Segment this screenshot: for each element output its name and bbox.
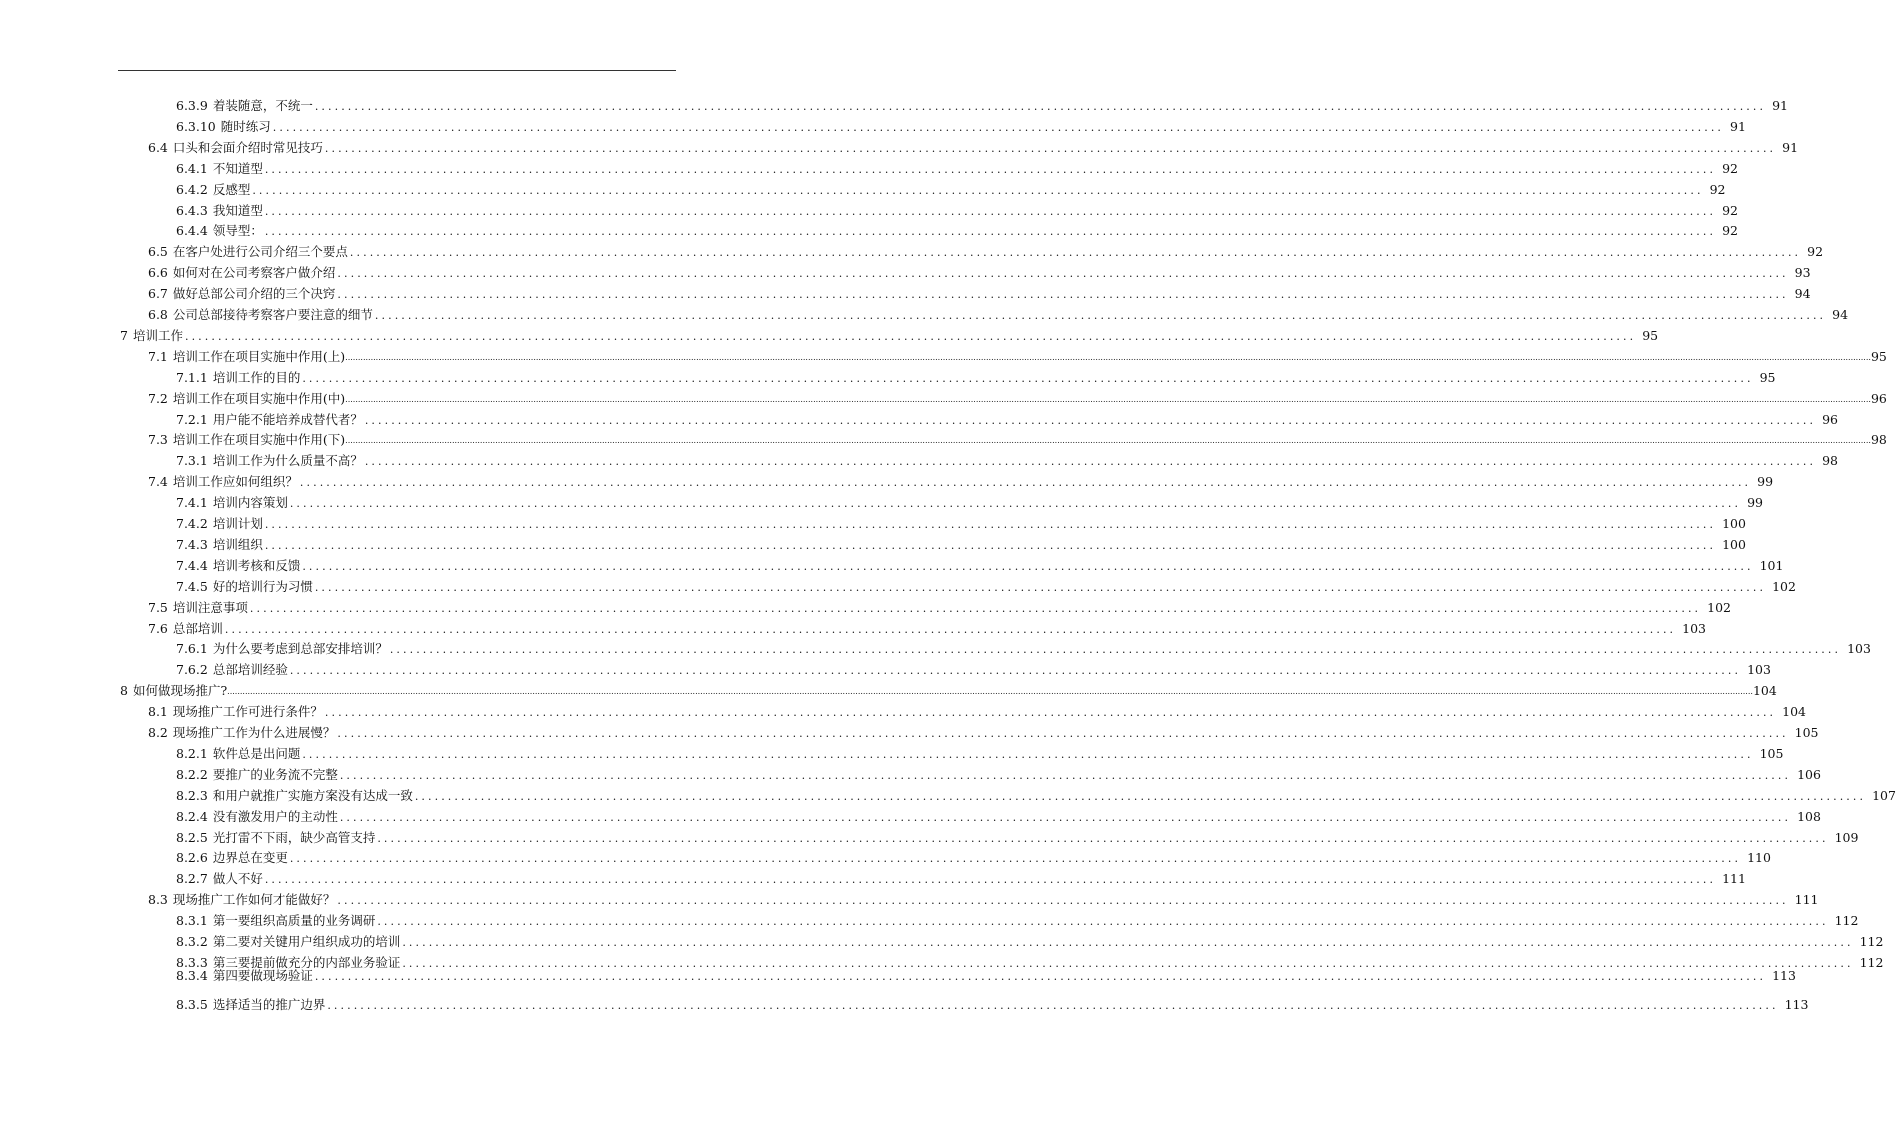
- toc-entry-title: 为什么要考虑到总部安排培训？: [212, 641, 388, 657]
- toc-page-number: 104: [1782, 704, 1807, 720]
- toc-entry-label: [176, 516, 263, 532]
- toc-leader-dots: ............................................................................................................................................................................................................................: [314, 969, 1767, 983]
- toc-entry-number: 8: [120, 683, 128, 699]
- toc-entry[interactable]: [148, 389, 1887, 407]
- toc-entry-title: 反感型: [212, 181, 251, 197]
- toc-leader-dots: ............................................................................................................................................................................................................................: [299, 476, 1752, 490]
- toc-page-number: 102: [1772, 578, 1796, 594]
- toc-entry[interactable]: [176, 995, 1809, 1013]
- toc-entry-title: 现场推广工作可进行条件？: [172, 704, 323, 720]
- toc-leader-dots: ............................................................................................................................................................................................................................: [264, 225, 1717, 239]
- toc-leader-dots: ............................................................................................................................................................................................................................: [289, 664, 1742, 678]
- toc-entry-title: 如何做现场推广?: [132, 683, 228, 699]
- toc-leader-dots: ............................................................................................................................................................................................................................: [339, 768, 1792, 782]
- toc-entry[interactable]: [176, 368, 1776, 386]
- toc-entry[interactable]: [176, 410, 1838, 428]
- toc-entry-number: 7: [120, 327, 128, 343]
- toc-entry-title: 选择适当的推广边界: [212, 996, 326, 1012]
- toc-leader-dots: ........................................................................................................................................................................................................................................................................................................................................................................................................................................................................................................................................................................................................................: [227, 687, 1753, 697]
- toc-entry-number: 8.2.4: [176, 808, 208, 824]
- toc-page-number: 110: [1747, 850, 1771, 866]
- toc-page-number: 94: [1794, 286, 1811, 302]
- toc-entry-title: 光打雷不下雨，缺少高管支持: [212, 829, 376, 845]
- toc-entry-title: 没有激发用户的主动性: [212, 808, 338, 824]
- toc-entry[interactable]: [176, 967, 1796, 984]
- toc-page-number: 104: [1752, 683, 1777, 699]
- toc-page-number: 91: [1782, 139, 1799, 155]
- toc-entry-label: [176, 558, 300, 574]
- toc-entry[interactable]: [176, 556, 1784, 574]
- toc-entry-title: 培训注意事项: [172, 599, 248, 615]
- toc-entry[interactable]: [176, 848, 1771, 866]
- toc-page-number: 107: [1872, 787, 1896, 803]
- toc-entry-number: 7.4.1: [176, 495, 208, 511]
- toc-entry-number: 8.3: [148, 892, 168, 908]
- toc-leader-dots: ............................................................................................................................................................................................................................: [402, 936, 1854, 949]
- toc-entry-label: [148, 307, 373, 323]
- toc-page-number: 98: [1870, 432, 1887, 448]
- toc-leader-dots: ............................................................................................................................................................................................................................: [224, 622, 1677, 636]
- toc-entry-number: 8.2.7: [176, 871, 208, 887]
- toc-leader-dots: ............................................................................................................................................................................................................................: [249, 601, 1702, 615]
- toc-page-number: 103: [1847, 641, 1871, 657]
- toc-entry[interactable]: [148, 347, 1887, 365]
- toc-page-number: 94: [1832, 307, 1849, 322]
- toc-leader-dots: ............................................................................................................................................................................................................................: [252, 183, 1704, 197]
- toc-entry[interactable]: [176, 221, 1738, 239]
- toc-leader-dots: ............................................................................................................................................................................................................................: [327, 998, 1779, 1012]
- toc-page-number: 113: [1772, 967, 1796, 983]
- toc-entry-title: 如何对在公司考察客户做介绍: [172, 265, 336, 281]
- toc-entry[interactable]: [148, 619, 1707, 637]
- toc-entry[interactable]: [148, 305, 1849, 323]
- toc-entry-number: 7.4.3: [176, 536, 208, 552]
- toc-leader-dots: ............................................................................................................................................................................................................................: [289, 497, 1742, 511]
- toc-entry-label: [120, 683, 227, 699]
- toc-entry-title: 做好总部公司介绍的三个决窍: [172, 286, 336, 302]
- toc-page-number: 95: [1870, 348, 1887, 364]
- toc-page-number: 111: [1722, 871, 1746, 887]
- toc-entry-label: [176, 182, 250, 198]
- toc-entry-label: [148, 265, 335, 281]
- toc-entry[interactable]: [176, 117, 1746, 135]
- toc-entry-label: [176, 809, 338, 825]
- toc-entry-label: [148, 140, 323, 156]
- toc-entry-title: 现场推广工作为什么进展慢？: [172, 725, 336, 740]
- toc-page-number: 92: [1709, 181, 1726, 197]
- toc-page-number: 102: [1707, 599, 1732, 615]
- toc-entry[interactable]: [148, 138, 1799, 156]
- toc-page-number: 95: [1642, 327, 1659, 343]
- toc-page-number: 98: [1822, 453, 1838, 469]
- toc-entry-title: 着装随意，不统一: [212, 98, 313, 113]
- toc-leader-dots: ............................................................................................................................................................................................................................: [324, 706, 1777, 720]
- toc-entry-label: [176, 223, 263, 239]
- toc-leader-dots: ............................................................................................................................................................................................................................: [272, 120, 1725, 134]
- toc-entry-label: [176, 537, 263, 553]
- toc-entry-title: 不知道型: [212, 160, 263, 176]
- toc-entry[interactable]: [176, 765, 1821, 783]
- toc-entry-title: 总部培训经验: [212, 662, 288, 678]
- toc-entry-number: 7.4.4: [176, 557, 208, 573]
- toc-entry-number: 6.5: [148, 244, 168, 260]
- toc-leader-dots: ............................................................................................................................................................................................................................: [414, 789, 1867, 803]
- toc-page-number: 92: [1807, 244, 1824, 260]
- toc-entry-number: 7.3: [148, 432, 168, 448]
- toc-page-number: 105: [1759, 745, 1784, 761]
- toc-entry-number: 8.2.3: [176, 787, 208, 803]
- toc-entry[interactable]: [120, 681, 1777, 699]
- toc-entry[interactable]: [176, 577, 1796, 595]
- toc-page-number: 99: [1747, 495, 1763, 511]
- toc-entry-title: 培训计划: [212, 516, 263, 531]
- toc-entry[interactable]: [176, 201, 1738, 219]
- toc-entry[interactable]: [176, 493, 1763, 511]
- toc-entry-number: 8.3.4: [176, 967, 208, 983]
- toc-entry[interactable]: [176, 660, 1771, 678]
- toc-entry[interactable]: [148, 472, 1774, 490]
- toc-entry[interactable]: [176, 535, 1746, 553]
- toc-leader-dots: ............................................................................................................................................................................................................................: [264, 204, 1717, 218]
- toc-entry-title: 和用户就推广实施方案没有达成一致: [212, 787, 413, 803]
- toc-leader-dots: ........................................................................................................................................................................................................................................................................................................................................................................................................................................................................................................................................................................................................................: [345, 436, 1871, 446]
- toc-entry-title: 培训组织: [212, 536, 263, 552]
- toc-leader-dots: ............................................................................................................................................................................................................................: [337, 894, 1789, 908]
- toc-page-number: 111: [1794, 892, 1819, 908]
- toc-entry-number: 8.2.6: [176, 850, 208, 866]
- toc-entry-title: 要推广的业务流不完整: [212, 766, 338, 782]
- toc-entry-title: 培训工作在项目实施中作用(上): [172, 348, 346, 364]
- toc-entry-number: 7.1.1: [176, 369, 208, 385]
- toc-entry[interactable]: [176, 159, 1738, 177]
- toc-entry[interactable]: [148, 430, 1887, 448]
- toc-entry-number: 6.4.4: [176, 223, 208, 239]
- toc-entry-title: 现场推广工作如何才能做好？: [172, 892, 336, 908]
- toc-entry-title: 第四要做现场验证: [212, 967, 313, 983]
- toc-entry[interactable]: [176, 96, 1788, 114]
- toc-entry-number: 6.7: [148, 286, 168, 302]
- toc-entry-title: 培训工作为什么质量不高？: [212, 453, 363, 469]
- toc-entry-title: 培训工作: [132, 327, 183, 343]
- toc-leader-dots: ............................................................................................................................................................................................................................: [184, 329, 1637, 343]
- toc-page-number: 103: [1747, 662, 1771, 678]
- toc-page-number: 101: [1759, 557, 1784, 573]
- toc-leader-dots: ........................................................................................................................................................................................................................................................................................................................................................................................................................................................................................................................................................................................................................: [345, 394, 1871, 404]
- toc-entry-number: 6.4.2: [176, 181, 208, 197]
- toc-entry[interactable]: [148, 284, 1811, 302]
- toc-entry-label: [176, 579, 313, 595]
- toc-leader-dots: ............................................................................................................................................................................................................................: [264, 162, 1717, 176]
- toc-entry-number: 7.2.1: [176, 411, 208, 427]
- toc-entry-label: [176, 453, 363, 469]
- toc-leader-dots: ............................................................................................................................................................................................................................: [314, 580, 1767, 594]
- toc-entry-label: [176, 830, 375, 846]
- toc-entry-label: [176, 850, 288, 866]
- toc-entry-title: 第一要组织高质量的业务调研: [212, 913, 376, 929]
- toc-entry-number: 6.3.9: [176, 98, 208, 113]
- toc-entry[interactable]: [120, 326, 1659, 344]
- toc-entry-number: 7.3.1: [176, 453, 208, 469]
- toc-entry-label: [148, 391, 345, 407]
- toc-leader-dots: ............................................................................................................................................................................................................................: [337, 727, 1789, 740]
- toc-entry-label: [176, 997, 325, 1013]
- toc-page-number: 100: [1722, 536, 1746, 552]
- toc-entry[interactable]: [176, 451, 1838, 469]
- toc-entry-label: [148, 244, 348, 260]
- toc-leader-dots: ............................................................................................................................................................................................................................: [389, 643, 1842, 657]
- toc-entry-number: 8.3.1: [176, 913, 208, 929]
- toc-entry-label: [176, 871, 263, 887]
- toc-entry-title: 培训工作在项目实施中作用(中): [172, 390, 346, 406]
- toc-entry-number: 6.3.10: [176, 118, 216, 134]
- toc-leader-dots: ............................................................................................................................................................................................................................: [314, 100, 1767, 113]
- toc-entry-title: 培训内容策划: [212, 495, 288, 511]
- toc-entry[interactable]: [176, 911, 1859, 929]
- toc-entry[interactable]: [176, 514, 1746, 532]
- toc-entry-label: [176, 662, 288, 678]
- toc-entry-number: 8.2.1: [176, 745, 208, 761]
- header-rule: [118, 70, 676, 71]
- toc-leader-dots: ............................................................................................................................................................................................................................: [264, 538, 1717, 552]
- toc-entry[interactable]: [176, 180, 1726, 198]
- toc-entry[interactable]: [148, 598, 1732, 616]
- toc-entry-title: 领导型：: [212, 223, 263, 239]
- toc-entry-label: [176, 641, 388, 657]
- toc-entry-number: 8.1: [148, 704, 168, 720]
- toc-page-number: 95: [1759, 369, 1776, 385]
- toc-leader-dots: ............................................................................................................................................................................................................................: [289, 852, 1742, 866]
- toc-page-number: 96: [1870, 390, 1887, 406]
- toc-entry-number: 7.6.1: [176, 641, 208, 657]
- toc-page-number: 103: [1682, 620, 1707, 636]
- toc-entry-label: [148, 704, 323, 720]
- toc-entry-number: 8.3.5: [176, 996, 208, 1012]
- toc-entry-label: [148, 600, 248, 616]
- toc-leader-dots: ............................................................................................................................................................................................................................: [364, 413, 1817, 427]
- toc-leader-dots: ............................................................................................................................................................................................................................: [337, 288, 1789, 302]
- toc-entry-title: 第二要对关键用户组织成功的培训: [212, 934, 401, 949]
- toc-entry-number: 8.2.5: [176, 829, 208, 845]
- toc-entry[interactable]: [176, 932, 1884, 950]
- toc-leader-dots: ............................................................................................................................................................................................................................: [302, 559, 1754, 573]
- toc-leader-dots: ............................................................................................................................................................................................................................: [364, 455, 1817, 469]
- toc-entry-number: 7.4.5: [176, 578, 208, 594]
- toc-entry-number: 7.2: [148, 390, 168, 406]
- toc-entry-title: 软件总是出问题: [212, 745, 301, 761]
- toc-entry[interactable]: [176, 828, 1859, 846]
- toc-entry-label: [176, 161, 263, 177]
- toc-entry-label: [176, 934, 400, 950]
- toc-entry-number: 6.4.3: [176, 202, 208, 218]
- toc-entry-number: 8.2.2: [176, 766, 208, 782]
- toc-entry-number: 7.6.2: [176, 662, 208, 678]
- toc-entry-title: 做人不好: [212, 871, 263, 887]
- toc-entry[interactable]: [148, 242, 1824, 260]
- toc-entry-label: [176, 412, 363, 428]
- toc-entry[interactable]: [148, 702, 1807, 720]
- toc-entry-label: [176, 746, 300, 762]
- toc-entry-title: 我知道型: [212, 202, 263, 218]
- toc-leader-dots: ............................................................................................................................................................................................................................: [377, 831, 1829, 845]
- toc-entry-number: 8.2: [148, 725, 168, 740]
- toc-leader-dots: ........................................................................................................................................................................................................................................................................................................................................................................................................................................................................................................................................................................................................................: [345, 352, 1871, 362]
- toc-entry-number: 6.6: [148, 265, 168, 281]
- toc-entry-title: 总部培训: [172, 620, 223, 636]
- toc-entry-title: 在客户处进行公司介绍三个要点: [172, 244, 348, 260]
- toc-page-number: 93: [1794, 265, 1811, 281]
- toc-entry-label: [148, 286, 335, 302]
- toc-leader-dots: ............................................................................................................................................................................................................................: [349, 246, 1802, 260]
- toc-entry-label: [176, 203, 263, 219]
- toc-entry[interactable]: [176, 786, 1896, 804]
- toc-entry-number: 6.8: [148, 307, 168, 322]
- toc-entry-label: [148, 349, 345, 365]
- toc-entry-label: [176, 767, 338, 783]
- toc-entry-title: 边界总在变更: [212, 850, 288, 866]
- toc-entry[interactable]: [176, 744, 1784, 762]
- toc-entry-label: [148, 725, 335, 741]
- toc-entry[interactable]: [148, 263, 1811, 281]
- toc-entry-label: [148, 474, 298, 490]
- toc-entry-title: 口头和会面介绍时常见技巧: [172, 139, 323, 155]
- toc-entry-title: 培训工作应如何组织？: [172, 474, 298, 490]
- toc-entry-label: [148, 892, 335, 908]
- toc-page-number: 106: [1797, 766, 1821, 782]
- toc-entry-label: [176, 913, 375, 929]
- toc-entry-title: 第三要提前做充分的内部业务验证: [212, 954, 401, 970]
- toc-entry[interactable]: [148, 890, 1819, 908]
- toc-leader-dots: ............................................................................................................................................................................................................................: [377, 915, 1829, 929]
- toc-page-number: 112: [1859, 934, 1884, 949]
- toc-page-number: 96: [1822, 411, 1838, 427]
- toc-entry-number: 7.5: [148, 599, 168, 615]
- toc-leader-dots: ............................................................................................................................................................................................................................: [339, 810, 1792, 824]
- toc-entry-label: [148, 621, 223, 637]
- toc-entry-title: 随时练习: [220, 118, 271, 134]
- toc-entry-title: 培训工作的目的: [212, 369, 301, 385]
- toc-leader-dots: ............................................................................................................................................................................................................................: [402, 956, 1854, 970]
- toc-entry-label: [120, 328, 183, 344]
- toc-entry-label: [176, 968, 313, 984]
- toc-page-number: 112: [1834, 913, 1859, 929]
- toc-page-number: 91: [1730, 118, 1746, 134]
- toc-entry-label: [176, 495, 288, 511]
- toc-entry-number: 8.3.2: [176, 934, 208, 949]
- toc-entry[interactable]: [176, 869, 1746, 887]
- toc-entry-label: [176, 98, 313, 114]
- toc-page-number: 109: [1834, 829, 1859, 845]
- toc-entry-title: 用户能不能培养成替代者？: [212, 411, 363, 427]
- toc-page-number: 113: [1784, 996, 1809, 1012]
- toc-page-number: 92: [1722, 160, 1738, 176]
- toc-entry[interactable]: [148, 723, 1819, 741]
- toc-entry[interactable]: [176, 807, 1821, 825]
- toc-entry-title: 培训考核和反馈: [212, 557, 301, 573]
- toc-leader-dots: ............................................................................................................................................................................................................................: [324, 141, 1777, 155]
- toc-leader-dots: ............................................................................................................................................................................................................................: [374, 309, 1827, 322]
- toc-entry-number: 8.3.3: [176, 954, 208, 970]
- toc-entry-label: [176, 370, 300, 386]
- toc-leader-dots: ............................................................................................................................................................................................................................: [302, 747, 1754, 761]
- toc-entry-number: 7.1: [148, 348, 168, 364]
- toc-entry-number: 7.4: [148, 474, 168, 490]
- toc-page-number: 91: [1772, 98, 1788, 113]
- toc-page-number: 92: [1722, 202, 1738, 218]
- toc-page-number: 99: [1757, 474, 1774, 490]
- toc-entry-label: [176, 788, 413, 804]
- toc-entry[interactable]: [176, 639, 1871, 657]
- toc-entry-number: 6.4: [148, 139, 168, 155]
- toc-page-number: 108: [1797, 808, 1821, 824]
- toc-leader-dots: ............................................................................................................................................................................................................................: [302, 371, 1754, 385]
- toc-page-number: 105: [1794, 725, 1819, 740]
- toc-entry-label: [148, 432, 345, 448]
- toc-leader-dots: ............................................................................................................................................................................................................................: [264, 518, 1717, 531]
- toc-entry-label: [176, 119, 271, 135]
- toc-leader-dots: ............................................................................................................................................................................................................................: [337, 267, 1789, 281]
- toc-entry-number: 7.4.2: [176, 516, 208, 531]
- toc-entry-title: 培训工作在项目实施中作用(下): [172, 432, 346, 448]
- toc-page-number: 92: [1722, 223, 1738, 239]
- toc-entry-title: 公司总部接待考察客户要注意的细节: [172, 307, 373, 322]
- toc-page-number: 100: [1722, 516, 1746, 531]
- toc-entry-number: 6.4.1: [176, 160, 208, 176]
- toc-page-number: 112: [1859, 954, 1884, 970]
- toc-entry-title: 好的培训行为习惯: [212, 578, 313, 594]
- toc-entry-number: 7.6: [148, 620, 168, 636]
- toc-leader-dots: ............................................................................................................................................................................................................................: [264, 873, 1717, 887]
